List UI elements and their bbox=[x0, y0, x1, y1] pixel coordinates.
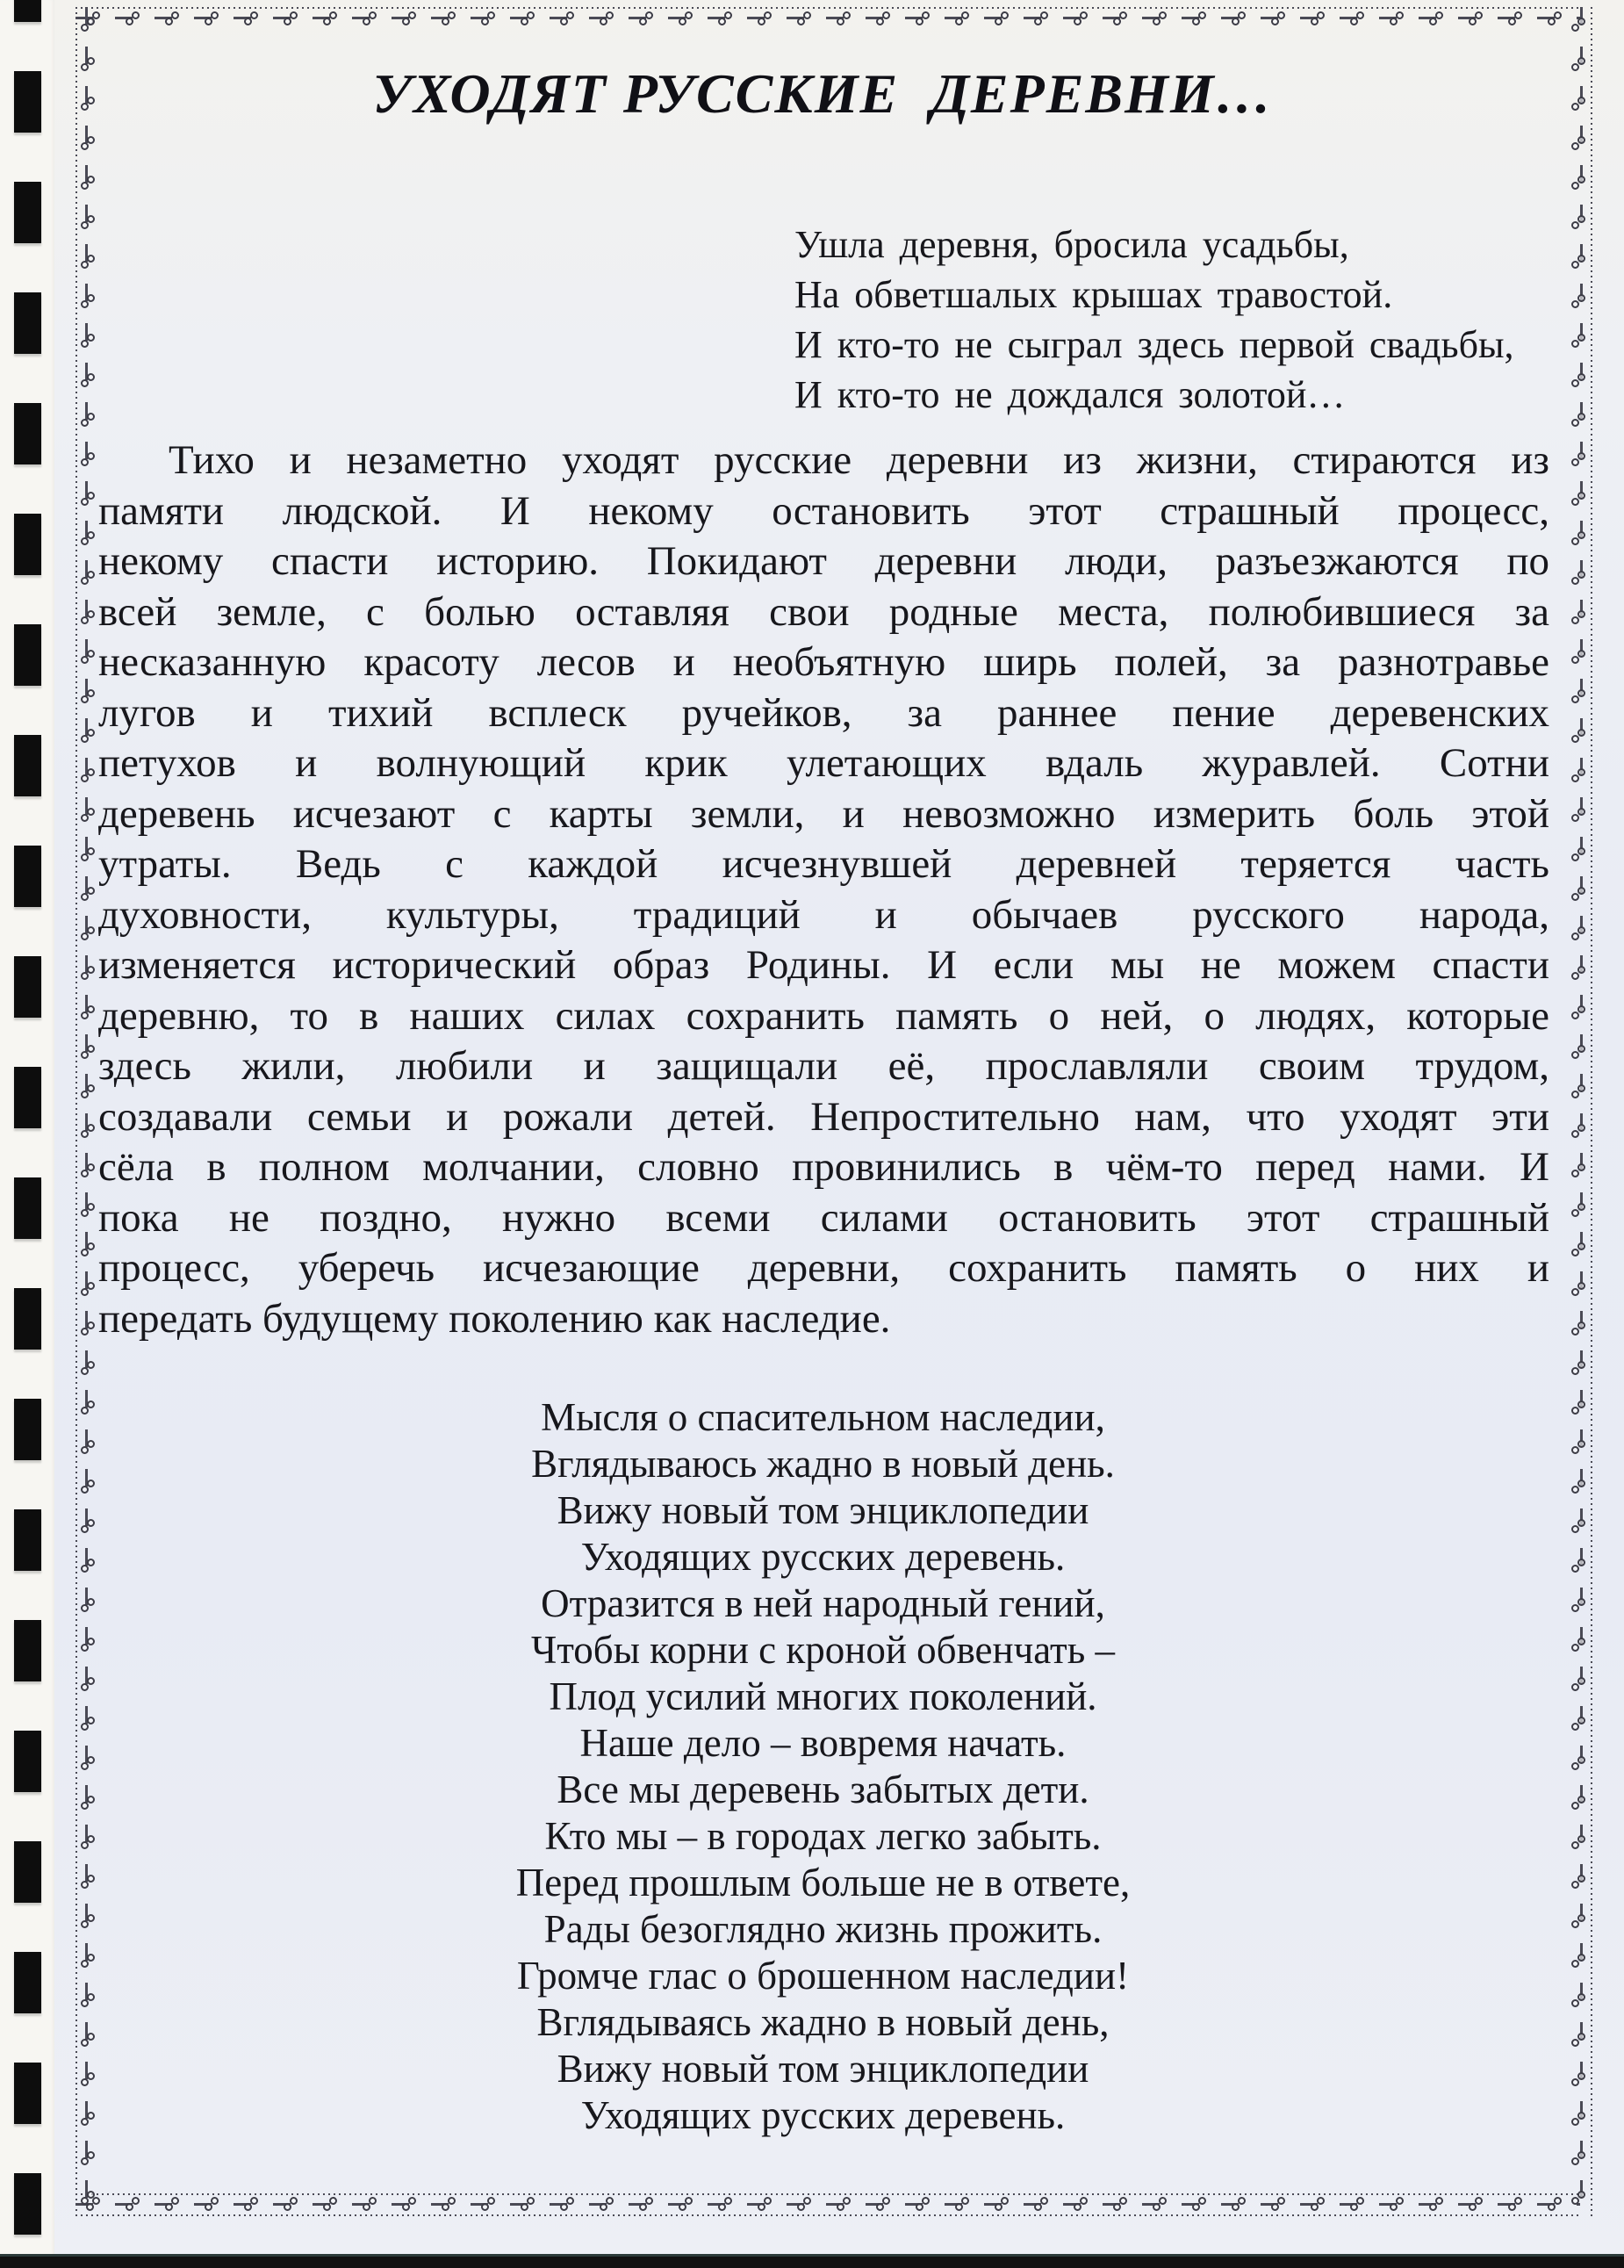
rosette-cluster-icon bbox=[837, 11, 852, 26]
rosette-cluster-icon bbox=[995, 2197, 1010, 2212]
decorative-border-bottom bbox=[75, 2193, 1580, 2216]
rosette-cluster-icon bbox=[1571, 2072, 1587, 2087]
rosette-cluster-icon bbox=[1571, 1993, 1587, 2008]
poem-line: Громче глас о брошенном наследии! bbox=[516, 1954, 1130, 1998]
rosette-cluster-icon bbox=[81, 926, 97, 941]
binding-strip bbox=[0, 0, 54, 2268]
rosette-cluster-icon bbox=[560, 11, 576, 26]
rosette-cluster-icon bbox=[1571, 1163, 1587, 1178]
rosette-cluster-icon bbox=[81, 1559, 97, 1573]
rosette-cluster-icon bbox=[165, 2197, 181, 2212]
rosette-cluster-icon bbox=[81, 1440, 97, 1455]
rosette-cluster-icon bbox=[1571, 2112, 1587, 2127]
rosette-cluster-icon bbox=[1153, 11, 1168, 26]
poem-line: Вглядываясь жадно в новый день, bbox=[536, 2000, 1110, 2044]
rosette-cluster-icon bbox=[1508, 11, 1524, 26]
epigraph-line: Ушла деревня, бросила усадьбы, bbox=[794, 223, 1349, 266]
rosette-cluster-icon bbox=[81, 808, 97, 823]
rosette-cluster-icon bbox=[797, 11, 813, 26]
rosette-cluster-icon bbox=[81, 215, 97, 230]
rosette-cluster-icon bbox=[1571, 255, 1587, 270]
binding-hole bbox=[14, 403, 41, 464]
rosette-cluster-icon bbox=[1571, 1559, 1587, 1573]
prose-line: процесс, уберечь исчезающие деревни, сохранить память о них и bbox=[98, 1245, 1549, 1291]
rosette-cluster-icon bbox=[1571, 1835, 1587, 1850]
rosette-cluster-icon bbox=[81, 1598, 97, 1613]
rosette-cluster-icon bbox=[1571, 571, 1587, 586]
rosette-cluster-icon bbox=[1571, 136, 1587, 151]
rosette-cluster-icon bbox=[639, 2197, 655, 2212]
binding-hole bbox=[14, 292, 41, 354]
rosette-cluster-icon bbox=[1571, 1914, 1587, 1929]
rosette-cluster-icon bbox=[1571, 610, 1587, 625]
rosette-cluster-icon bbox=[1571, 1282, 1587, 1297]
decorative-border-top bbox=[75, 7, 1580, 30]
rosette-cluster-icon bbox=[1571, 492, 1587, 507]
prose-line: некому спасти историю. Покидают деревни люди, разъезжаются по bbox=[98, 538, 1549, 584]
decorative-border-left bbox=[75, 7, 98, 2216]
binding-hole bbox=[14, 1509, 41, 1571]
rosette-cluster-icon bbox=[679, 2197, 694, 2212]
rosette-cluster-icon bbox=[81, 1321, 97, 1336]
rosette-cluster-icon bbox=[1571, 373, 1587, 388]
rosette-cluster-icon bbox=[1571, 1756, 1587, 1771]
rosette-cluster-icon bbox=[1571, 2033, 1587, 2048]
rosette-cluster-icon bbox=[81, 1242, 97, 1257]
rosette-cluster-icon bbox=[81, 1480, 97, 1494]
rosette-cluster-icon bbox=[244, 2197, 260, 2212]
rosette-cluster-icon bbox=[81, 97, 97, 112]
rosette-cluster-icon bbox=[81, 571, 97, 586]
binding-hole bbox=[14, 735, 41, 796]
rosette-cluster-icon bbox=[205, 11, 220, 26]
decorative-border-right bbox=[1570, 7, 1592, 2216]
rosette-cluster-icon bbox=[81, 2112, 97, 2127]
rosette-cluster-icon bbox=[1571, 847, 1587, 862]
binding-hole bbox=[14, 624, 41, 686]
rosette-cluster-icon bbox=[81, 1717, 97, 1732]
rosette-cluster-icon bbox=[81, 1993, 97, 2008]
rosette-cluster-icon bbox=[560, 2197, 576, 2212]
rosette-cluster-icon bbox=[955, 2197, 971, 2212]
rosette-cluster-icon bbox=[1571, 1242, 1587, 1257]
rosette-cluster-icon bbox=[284, 2197, 299, 2212]
prose-line: изменяется исторический образ Родины. И если мы не можем спасти bbox=[98, 942, 1549, 988]
rosette-cluster-icon bbox=[81, 1124, 97, 1139]
rosette-cluster-icon bbox=[442, 2197, 457, 2212]
binding-hole bbox=[14, 0, 41, 22]
rosette-cluster-icon bbox=[81, 492, 97, 507]
rosette-cluster-icon bbox=[1113, 2197, 1129, 2212]
prose-line: петухов и волнующий крик улетающих вдаль журавлей. Сотни bbox=[98, 740, 1549, 786]
poem-line: Вглядываюсь жадно в новый день. bbox=[531, 1442, 1115, 1486]
rosette-cluster-icon bbox=[1508, 2197, 1524, 2212]
poem-line: Наше дело – вовремя начать. bbox=[579, 1721, 1067, 1765]
rosette-cluster-icon bbox=[1571, 2191, 1587, 2206]
rosette-cluster-icon bbox=[81, 294, 97, 309]
binding-hole bbox=[14, 1399, 41, 1460]
rosette-cluster-icon bbox=[1571, 1875, 1587, 1890]
rosette-cluster-icon bbox=[1153, 2197, 1168, 2212]
rosette-cluster-icon bbox=[1390, 11, 1405, 26]
rosette-cluster-icon bbox=[165, 11, 181, 26]
rosette-cluster-icon bbox=[1571, 1321, 1587, 1336]
rosette-cluster-icon bbox=[81, 650, 97, 665]
poem-line: Перед прошлым больше не в ответе, bbox=[515, 1861, 1131, 1904]
epigraph-line: И кто-то не сыграл здесь первой свадьбы, bbox=[794, 323, 1514, 366]
poem bbox=[97, 1394, 1549, 2139]
rosette-cluster-icon bbox=[81, 729, 97, 744]
rosette-cluster-icon bbox=[1271, 11, 1287, 26]
rosette-cluster-icon bbox=[718, 11, 734, 26]
rosette-cluster-icon bbox=[1390, 2197, 1405, 2212]
epigraph bbox=[794, 220, 1514, 420]
prose-line: лугов и тихий всплеск ручейков, за раннее пение деревенских bbox=[98, 689, 1549, 736]
rosette-cluster-icon bbox=[758, 11, 773, 26]
binding-hole bbox=[14, 1841, 41, 1903]
rosette-cluster-icon bbox=[1192, 2197, 1208, 2212]
rosette-cluster-icon bbox=[481, 11, 497, 26]
binding-hole bbox=[14, 71, 41, 133]
rosette-cluster-icon bbox=[1571, 1361, 1587, 1376]
rosette-cluster-icon bbox=[1113, 11, 1129, 26]
rosette-cluster-icon bbox=[81, 2072, 97, 2087]
rosette-cluster-icon bbox=[1571, 57, 1587, 72]
rosette-cluster-icon bbox=[876, 11, 892, 26]
rosette-cluster-icon bbox=[81, 847, 97, 862]
rosette-cluster-icon bbox=[81, 57, 97, 72]
rosette-cluster-icon bbox=[876, 2197, 892, 2212]
rosette-cluster-icon bbox=[1571, 1203, 1587, 1218]
rosette-cluster-icon bbox=[205, 2197, 220, 2212]
rosette-cluster-icon bbox=[442, 11, 457, 26]
rosette-cluster-icon bbox=[837, 2197, 852, 2212]
poem-line: Вижу новый том энциклопедии bbox=[557, 1488, 1089, 1532]
rosette-cluster-icon bbox=[81, 1638, 97, 1652]
rosette-cluster-icon bbox=[1034, 2197, 1050, 2212]
rosette-cluster-icon bbox=[81, 689, 97, 704]
rosette-cluster-icon bbox=[1311, 11, 1326, 26]
rosette-cluster-icon bbox=[81, 176, 97, 191]
rosette-cluster-icon bbox=[1429, 11, 1445, 26]
rosette-cluster-icon bbox=[1571, 97, 1587, 112]
rosette-cluster-icon bbox=[1074, 2197, 1089, 2212]
rosette-cluster-icon bbox=[1571, 1045, 1587, 1060]
rosette-cluster-icon bbox=[1571, 452, 1587, 467]
rosette-cluster-icon bbox=[1571, 1677, 1587, 1692]
rosette-cluster-icon bbox=[1571, 926, 1587, 941]
rosette-cluster-icon bbox=[1232, 2197, 1247, 2212]
rosette-cluster-icon bbox=[1571, 334, 1587, 349]
rosette-cluster-icon bbox=[81, 18, 97, 32]
rosette-cluster-icon bbox=[1571, 1084, 1587, 1099]
rosette-cluster-icon bbox=[1232, 11, 1247, 26]
rosette-cluster-icon bbox=[1571, 1717, 1587, 1732]
binding-hole bbox=[14, 1620, 41, 1681]
rosette-cluster-icon bbox=[1571, 1519, 1587, 1534]
rosette-cluster-icon bbox=[1548, 11, 1563, 26]
binding-hole bbox=[14, 1731, 41, 1792]
rosette-cluster-icon bbox=[81, 1914, 97, 1929]
rosette-cluster-icon bbox=[363, 2197, 378, 2212]
poem-line: Отразится в ней народный гений, bbox=[541, 1581, 1105, 1625]
prose-line: передать будущему поколению как наследие. bbox=[98, 1295, 891, 1342]
poem-line: Мысля о спасительном наследии, bbox=[541, 1395, 1105, 1439]
prose-line: Тихо и незаметно уходят русские деревни из жизни, стираются из bbox=[169, 437, 1549, 483]
rosette-cluster-icon bbox=[81, 255, 97, 270]
rosette-cluster-icon bbox=[81, 1835, 97, 1850]
rosette-cluster-icon bbox=[1571, 1796, 1587, 1811]
rosette-cluster-icon bbox=[1311, 2197, 1326, 2212]
epigraph-line: И кто-то не дождался золотой… bbox=[794, 373, 1346, 416]
rosette-cluster-icon bbox=[1571, 215, 1587, 230]
rosette-cluster-icon bbox=[1571, 1005, 1587, 1020]
binding-hole bbox=[14, 846, 41, 907]
rosette-cluster-icon bbox=[81, 452, 97, 467]
rosette-cluster-icon bbox=[1571, 531, 1587, 546]
rosette-cluster-icon bbox=[1571, 413, 1587, 428]
prose-line: духовности, культуры, традиций и обычаев русского народа, bbox=[98, 891, 1549, 938]
epigraph-line: На обветшалых крышах травостой. bbox=[794, 273, 1393, 316]
rosette-cluster-icon bbox=[1571, 887, 1587, 902]
poem-line: Кто мы – в городах легко забыть. bbox=[544, 1814, 1102, 1858]
poem-line: Чтобы корни с кроной обвенчать – bbox=[530, 1628, 1115, 1672]
rosette-cluster-icon bbox=[81, 966, 97, 981]
binding-hole bbox=[14, 2173, 41, 2235]
rosette-cluster-icon bbox=[1571, 176, 1587, 191]
rosette-cluster-icon bbox=[81, 887, 97, 902]
bottom-scan-edge bbox=[0, 2254, 1624, 2268]
page-title: УХОДЯТ РУССКИЕ ДЕРЕВНИ… bbox=[372, 62, 1274, 125]
rosette-cluster-icon bbox=[600, 11, 615, 26]
rosette-cluster-icon bbox=[402, 11, 418, 26]
rosette-cluster-icon bbox=[81, 2033, 97, 2048]
rosette-cluster-icon bbox=[1571, 650, 1587, 665]
prose-line: создавали семьи и рожали детей. Непростительно нам, что уходят эти bbox=[98, 1093, 1549, 1140]
rosette-cluster-icon bbox=[323, 11, 339, 26]
rosette-cluster-icon bbox=[81, 1796, 97, 1811]
rosette-cluster-icon bbox=[1571, 768, 1587, 783]
rosette-cluster-icon bbox=[1571, 966, 1587, 981]
prose-line: здесь жили, любили и защищали её, прославляли своим трудом, bbox=[98, 1043, 1549, 1089]
rosette-cluster-icon bbox=[1571, 1400, 1587, 1415]
rosette-cluster-icon bbox=[1469, 11, 1484, 26]
poem-line: Уходящих русских деревень. bbox=[580, 2093, 1066, 2137]
rosette-cluster-icon bbox=[81, 1361, 97, 1376]
poem-line: Плод усилий многих поколений. bbox=[549, 1674, 1097, 1718]
rosette-cluster-icon bbox=[81, 1875, 97, 1890]
rosette-cluster-icon bbox=[521, 2197, 536, 2212]
prose-line: памяти людской. И некому остановить этот страшный процесс, bbox=[98, 487, 1549, 534]
rosette-cluster-icon bbox=[1429, 2197, 1445, 2212]
rosette-cluster-icon bbox=[481, 2197, 497, 2212]
binding-hole bbox=[14, 1952, 41, 2013]
rosette-cluster-icon bbox=[363, 11, 378, 26]
rosette-cluster-icon bbox=[1350, 2197, 1366, 2212]
rosette-cluster-icon bbox=[81, 373, 97, 388]
rosette-cluster-icon bbox=[81, 136, 97, 151]
rosette-cluster-icon bbox=[718, 2197, 734, 2212]
rosette-cluster-icon bbox=[81, 2151, 97, 2166]
rosette-cluster-icon bbox=[402, 2197, 418, 2212]
rosette-cluster-icon bbox=[126, 2197, 141, 2212]
rosette-cluster-icon bbox=[126, 11, 141, 26]
binding-hole bbox=[14, 514, 41, 575]
rosette-cluster-icon bbox=[81, 334, 97, 349]
rosette-cluster-icon bbox=[955, 11, 971, 26]
rosette-cluster-icon bbox=[1571, 1124, 1587, 1139]
rosette-cluster-icon bbox=[1548, 2197, 1563, 2212]
prose-line: пока не поздно, нужно всеми силами остановить этот страшный bbox=[98, 1194, 1549, 1241]
rosette-cluster-icon bbox=[758, 2197, 773, 2212]
rosette-cluster-icon bbox=[1192, 11, 1208, 26]
rosette-cluster-icon bbox=[1571, 729, 1587, 744]
prose-line: деревню, то в наших силах сохранить память о ней, о людях, которые bbox=[98, 992, 1549, 1039]
rosette-cluster-icon bbox=[521, 11, 536, 26]
rosette-cluster-icon bbox=[916, 11, 931, 26]
rosette-cluster-icon bbox=[1571, 689, 1587, 704]
rosette-cluster-icon bbox=[81, 1282, 97, 1297]
rosette-cluster-icon bbox=[81, 1005, 97, 1020]
rosette-cluster-icon bbox=[81, 1677, 97, 1692]
rosette-cluster-icon bbox=[1571, 1954, 1587, 1969]
rosette-cluster-icon bbox=[1034, 11, 1050, 26]
rosette-cluster-icon bbox=[797, 2197, 813, 2212]
prose-line: несказанную красоту лесов и необъятную ширь полей, за разнотравье bbox=[98, 639, 1549, 685]
rosette-cluster-icon bbox=[1350, 11, 1366, 26]
rosette-cluster-icon bbox=[916, 2197, 931, 2212]
rosette-cluster-icon bbox=[1074, 11, 1089, 26]
prose-paragraph bbox=[98, 436, 1549, 1344]
rosette-cluster-icon bbox=[81, 1954, 97, 1969]
rosette-cluster-icon bbox=[1571, 1480, 1587, 1494]
prose-line: сёла в полном молчании, словно провинились в чём-то перед нами. И bbox=[98, 1144, 1549, 1190]
rosette-cluster-icon bbox=[1571, 294, 1587, 309]
rosette-cluster-icon bbox=[600, 2197, 615, 2212]
rosette-cluster-icon bbox=[81, 768, 97, 783]
binding-hole bbox=[14, 956, 41, 1018]
binding-hole bbox=[14, 2063, 41, 2124]
binding-hole bbox=[14, 1288, 41, 1350]
prose-line: утраты. Ведь с каждой исчезнувшей деревней теряется часть bbox=[98, 841, 1549, 887]
rosette-cluster-icon bbox=[244, 11, 260, 26]
rosette-cluster-icon bbox=[1571, 1638, 1587, 1652]
poem-line: Рады безоглядно жизнь прожить. bbox=[543, 1907, 1103, 1951]
rosette-cluster-icon bbox=[1571, 808, 1587, 823]
rosette-cluster-icon bbox=[81, 1084, 97, 1099]
rosette-cluster-icon bbox=[81, 1400, 97, 1415]
binding-hole bbox=[14, 182, 41, 243]
rosette-cluster-icon bbox=[284, 11, 299, 26]
rosette-cluster-icon bbox=[81, 610, 97, 625]
rosette-cluster-icon bbox=[1571, 1440, 1587, 1455]
rosette-cluster-icon bbox=[1571, 2151, 1587, 2166]
rosette-cluster-icon bbox=[81, 1519, 97, 1534]
rosette-cluster-icon bbox=[81, 1756, 97, 1771]
binding-hole bbox=[14, 1067, 41, 1128]
rosette-cluster-icon bbox=[1571, 1598, 1587, 1613]
rosette-cluster-icon bbox=[679, 11, 694, 26]
rosette-cluster-icon bbox=[1271, 2197, 1287, 2212]
rosette-cluster-icon bbox=[1571, 18, 1587, 32]
poem-line: Уходящих русских деревень. bbox=[580, 1535, 1066, 1579]
rosette-cluster-icon bbox=[81, 1045, 97, 1060]
rosette-cluster-icon bbox=[81, 413, 97, 428]
poem-line: Вижу новый том энциклопедии bbox=[557, 2047, 1089, 2091]
poem-line: Все мы деревень забытых дети. bbox=[557, 1768, 1089, 1811]
rosette-cluster-icon bbox=[995, 11, 1010, 26]
rosette-cluster-icon bbox=[81, 531, 97, 546]
rosette-cluster-icon bbox=[81, 1203, 97, 1218]
rosette-cluster-icon bbox=[639, 11, 655, 26]
rosette-cluster-icon bbox=[81, 2191, 97, 2206]
rosette-cluster-icon bbox=[81, 1163, 97, 1178]
rosette-cluster-icon bbox=[1469, 2197, 1484, 2212]
prose-line: всей земле, с болью оставляя свои родные места, полюбившиеся за bbox=[98, 588, 1549, 635]
rosette-cluster-icon bbox=[323, 2197, 339, 2212]
prose-line: деревень исчезают с карты земли, и невозможно измерить боль этой bbox=[98, 790, 1549, 837]
binding-hole bbox=[14, 1177, 41, 1239]
